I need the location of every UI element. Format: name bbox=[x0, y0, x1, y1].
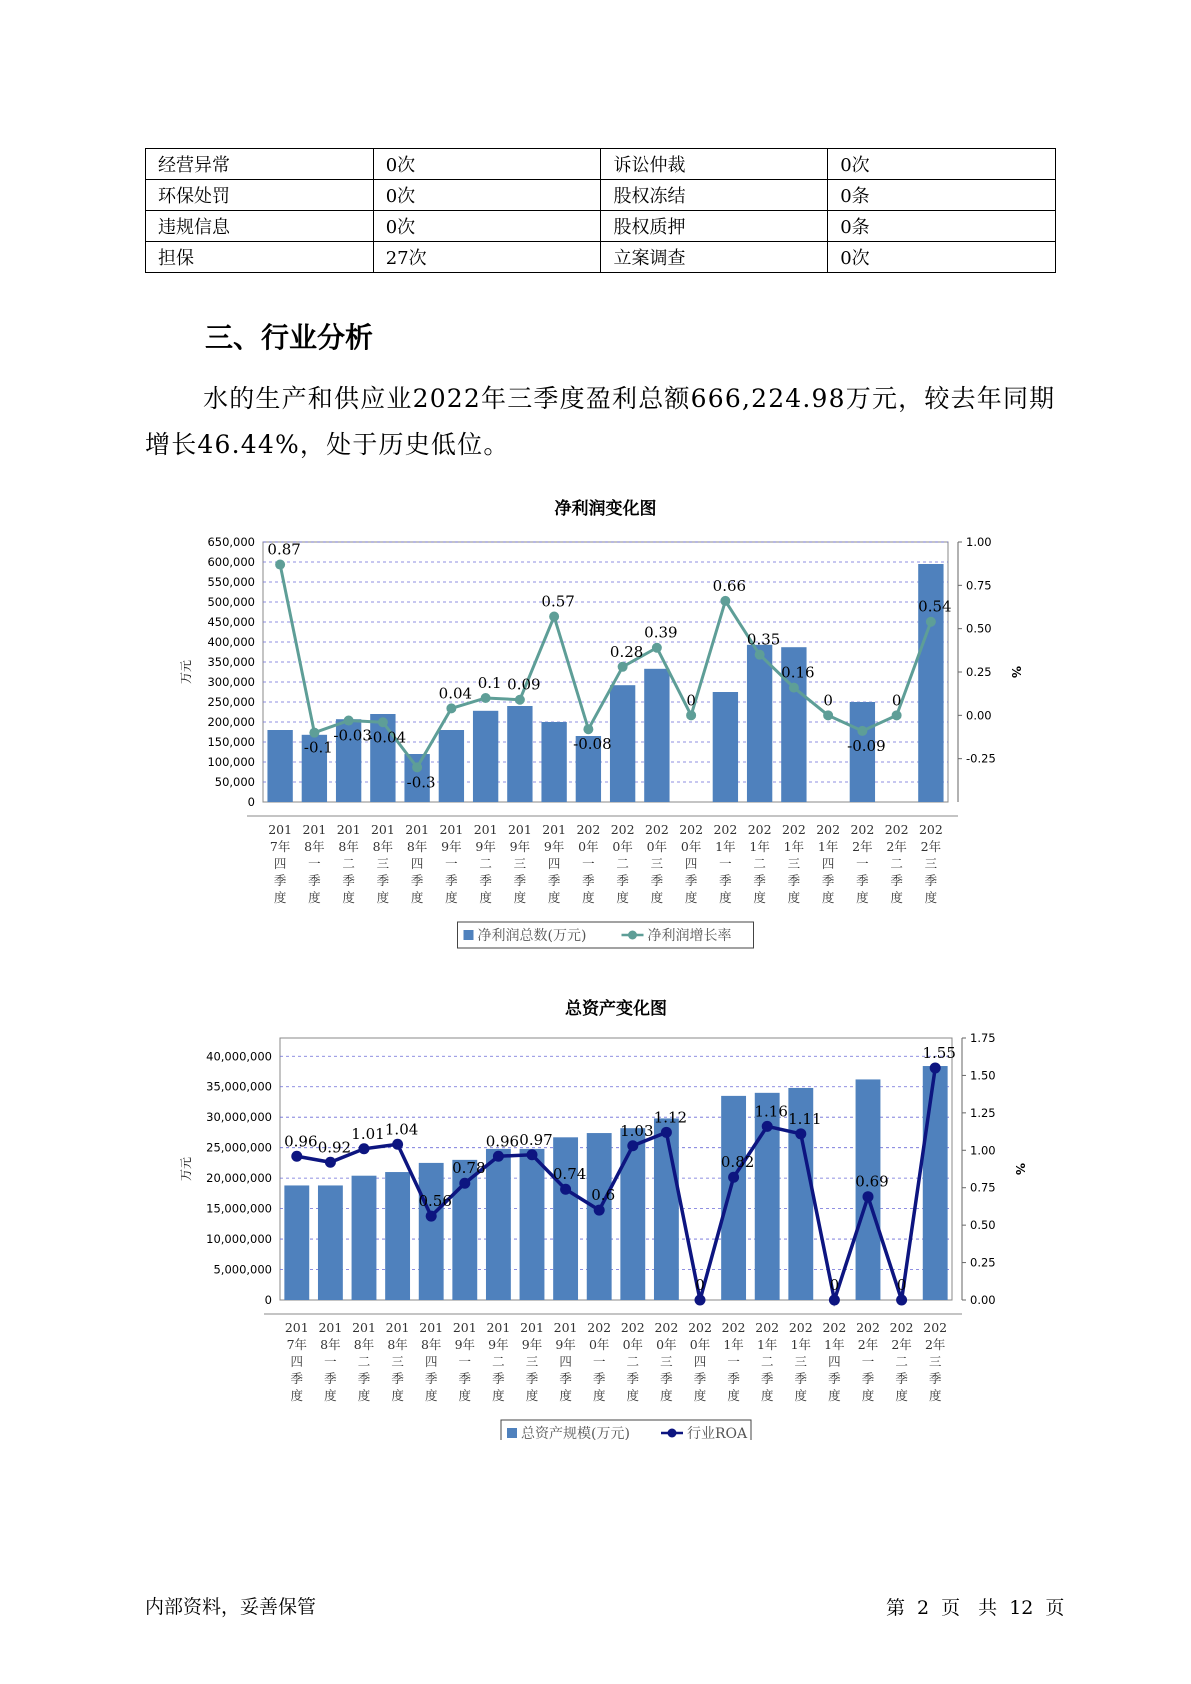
page-number: 2 bbox=[917, 1597, 930, 1619]
line-point bbox=[720, 596, 730, 606]
data-label: -0.1 bbox=[303, 738, 333, 757]
risk-item-value: 0次 bbox=[373, 149, 601, 180]
x-tick-label: 201 7年四季度 bbox=[268, 822, 293, 905]
industry-analysis-paragraph: 水的生产和供应业2022年三季度盈利总额666,224.98万元，较去年同期增长46.44%，处于历史低位。 bbox=[145, 384, 1056, 459]
line-point bbox=[412, 762, 422, 772]
risk-item-value: 0次 bbox=[828, 242, 1056, 273]
data-label: 0 bbox=[896, 1276, 907, 1294]
x-tick-label: 202 1年二季度 bbox=[755, 1320, 780, 1403]
risk-table-row bbox=[146, 180, 1056, 211]
x-tick-label: 202 1年一季度 bbox=[713, 822, 738, 905]
y2-tick-label: 0.75 bbox=[966, 578, 992, 593]
legend-line-label: 净利润增长率 bbox=[647, 928, 732, 944]
bar bbox=[721, 1096, 746, 1300]
data-label: -0.04 bbox=[367, 728, 407, 747]
line-point bbox=[459, 1178, 470, 1189]
x-tick-label: 202 1年四季度 bbox=[822, 1320, 847, 1403]
data-label: -0.08 bbox=[573, 735, 612, 754]
data-label: 1.11 bbox=[788, 1109, 822, 1128]
y-tick-label: 35,000,000 bbox=[206, 1079, 272, 1094]
x-tick-label: 201 9年二季度 bbox=[473, 822, 498, 905]
line-point bbox=[325, 1157, 336, 1168]
y2-tick-label: 0.25 bbox=[970, 1255, 996, 1270]
y2-tick-label: 0.00 bbox=[966, 708, 992, 723]
bar bbox=[610, 685, 635, 802]
line-point bbox=[594, 1205, 605, 1216]
line-point bbox=[789, 683, 799, 693]
bar bbox=[553, 1137, 578, 1300]
y-tick-label: 500,000 bbox=[207, 595, 255, 609]
bar bbox=[587, 1133, 612, 1300]
y2-axis-title: % bbox=[1009, 665, 1023, 679]
data-label: 0.54 bbox=[918, 597, 952, 616]
x-tick-label: 201 9年一季度 bbox=[439, 822, 464, 905]
chart-title: 净利润变化图 bbox=[554, 499, 657, 519]
y-tick-label: 5,000,000 bbox=[213, 1262, 272, 1277]
plot-frame bbox=[280, 1038, 952, 1300]
risk-item-value: 0次 bbox=[373, 180, 601, 211]
data-label: 0.28 bbox=[609, 642, 644, 661]
data-label: 0.57 bbox=[541, 592, 575, 611]
risk-table-row bbox=[146, 242, 1056, 273]
line-point bbox=[481, 693, 491, 703]
x-tick-label: 201 8年二季度 bbox=[336, 822, 361, 905]
data-label: -0.09 bbox=[847, 736, 886, 755]
y-tick-label: 250,000 bbox=[207, 695, 255, 709]
risk-item-label: 经营异常 bbox=[146, 149, 374, 180]
legend-bar-label: 净利润总数(万元) bbox=[477, 928, 587, 944]
line-point bbox=[527, 1149, 538, 1160]
x-tick-label: 201 8年一季度 bbox=[318, 1320, 343, 1403]
risk-item-label: 股权冻结 bbox=[601, 180, 828, 211]
y-tick-label: 550,000 bbox=[207, 575, 255, 589]
net-profit-chart bbox=[0, 490, 1191, 950]
data-label: 0 bbox=[891, 691, 902, 710]
y-axis-title: 万元 bbox=[179, 1156, 193, 1182]
x-tick-label: 202 0年三季度 bbox=[644, 822, 669, 905]
bar bbox=[713, 692, 738, 802]
y-tick-label: 450,000 bbox=[207, 615, 255, 629]
data-label: 0.35 bbox=[746, 630, 781, 649]
y2-axis-title: % bbox=[1013, 1162, 1027, 1176]
y-tick-label: 150,000 bbox=[207, 735, 255, 749]
data-label: 0 bbox=[829, 1276, 840, 1294]
data-label: 1.01 bbox=[351, 1124, 385, 1143]
legend-line-dot bbox=[628, 931, 637, 940]
data-label: 0.87 bbox=[267, 540, 301, 559]
x-tick-label: 201 8年二季度 bbox=[352, 1320, 376, 1403]
line-point bbox=[896, 1295, 907, 1306]
bar bbox=[473, 711, 498, 802]
x-tick-label: 201 9年二季度 bbox=[486, 1320, 511, 1403]
line-point bbox=[686, 710, 696, 720]
y-tick-label: 350,000 bbox=[207, 655, 255, 669]
line-point bbox=[829, 1295, 840, 1306]
x-tick-label: 202 1年三季度 bbox=[788, 1320, 813, 1403]
x-tick-label: 202 1年二季度 bbox=[747, 822, 772, 905]
y-tick-label: 25,000,000 bbox=[206, 1140, 272, 1155]
x-tick-label: 202 0年一季度 bbox=[576, 822, 601, 905]
data-label: 0.96 bbox=[485, 1132, 520, 1151]
bar bbox=[923, 1066, 948, 1300]
data-label: -0.3 bbox=[406, 773, 436, 792]
line-point bbox=[378, 717, 388, 727]
y-tick-label: 50,000 bbox=[214, 775, 255, 789]
x-tick-label: 202 2年二季度 bbox=[889, 1320, 914, 1403]
x-tick-label: 201 9年三季度 bbox=[507, 822, 532, 905]
line-point bbox=[627, 1140, 638, 1151]
x-tick-label: 201 8年三季度 bbox=[370, 822, 395, 905]
legend-bar-swatch bbox=[507, 1428, 517, 1438]
y2-tick-label: 0.50 bbox=[970, 1218, 996, 1233]
risk-item-value: 27次 bbox=[373, 242, 601, 273]
data-label: 1.16 bbox=[754, 1102, 788, 1121]
x-tick-label: 202 0年四季度 bbox=[688, 1320, 712, 1403]
bar bbox=[507, 706, 532, 802]
y-tick-label: 0 bbox=[264, 1293, 272, 1307]
risk-item-label: 环保处罚 bbox=[146, 180, 374, 211]
y-tick-label: 0 bbox=[247, 795, 255, 809]
total-prefix: 共 bbox=[978, 1597, 998, 1619]
data-label: 0.56 bbox=[418, 1192, 452, 1211]
x-tick-label: 202 2年三季度 bbox=[918, 822, 943, 905]
y-tick-label: 650,000 bbox=[207, 535, 255, 549]
x-tick-label: 201 8年三季度 bbox=[385, 1320, 410, 1403]
y-tick-label: 15,000,000 bbox=[206, 1201, 272, 1216]
data-label: 0.6 bbox=[591, 1186, 616, 1205]
bar bbox=[439, 730, 464, 802]
data-label: 0.69 bbox=[855, 1172, 889, 1191]
line-point bbox=[661, 1127, 672, 1138]
y-tick-label: 100,000 bbox=[207, 755, 255, 769]
x-tick-label: 201 8年四季度 bbox=[419, 1320, 444, 1403]
data-label: 0 bbox=[695, 1276, 705, 1294]
plot-frame bbox=[263, 542, 948, 802]
data-label: 0 bbox=[823, 691, 833, 710]
y2-tick-label: 1.50 bbox=[970, 1068, 996, 1083]
x-tick-label: 202 2年二季度 bbox=[884, 822, 909, 905]
data-label: 1.55 bbox=[922, 1043, 956, 1062]
y2-tick-label: 1.00 bbox=[970, 1143, 996, 1158]
line-point bbox=[493, 1151, 504, 1162]
line-point bbox=[755, 650, 765, 660]
line-point bbox=[392, 1139, 403, 1150]
data-label: 0.96 bbox=[284, 1132, 318, 1151]
page-prefix: 第 bbox=[886, 1597, 906, 1619]
x-tick-label: 201 9年四季度 bbox=[553, 1320, 578, 1403]
data-label: 0 bbox=[686, 691, 696, 710]
line-point bbox=[549, 612, 559, 622]
section-title: 三、行业分析 bbox=[205, 321, 374, 354]
y2-tick-label: 1.25 bbox=[970, 1105, 996, 1120]
data-label: 1.04 bbox=[384, 1120, 419, 1139]
x-tick-label: 201 9年四季度 bbox=[542, 822, 567, 905]
data-label: 0.97 bbox=[519, 1130, 553, 1149]
y2-tick-label: 0.25 bbox=[966, 665, 992, 679]
data-label: 0.09 bbox=[507, 675, 541, 694]
data-label: 0.1 bbox=[477, 674, 502, 692]
data-label: 0.78 bbox=[452, 1159, 486, 1178]
y-tick-label: 40,000,000 bbox=[206, 1049, 272, 1064]
line-point bbox=[426, 1211, 437, 1222]
risk-item-value: 0次 bbox=[828, 149, 1056, 180]
bar bbox=[747, 645, 772, 802]
bar bbox=[644, 669, 669, 802]
bar bbox=[541, 722, 566, 802]
line-point bbox=[309, 728, 319, 738]
y2-tick-label: 1.00 bbox=[966, 535, 992, 549]
y-axis-title: 万元 bbox=[179, 659, 193, 685]
total-number: 12 bbox=[1009, 1597, 1034, 1619]
bar bbox=[385, 1172, 410, 1300]
page-suffix: 页 bbox=[941, 1597, 961, 1619]
y-tick-label: 10,000,000 bbox=[206, 1232, 272, 1247]
y-tick-label: 200,000 bbox=[207, 715, 255, 729]
line-point bbox=[695, 1295, 706, 1306]
line-point bbox=[291, 1151, 302, 1162]
line-point bbox=[515, 695, 525, 705]
data-label: 0.04 bbox=[438, 684, 473, 703]
bar bbox=[654, 1118, 679, 1300]
y2-tick-label: 0.75 bbox=[970, 1180, 996, 1195]
chart-title: 总资产变化图 bbox=[565, 999, 667, 1019]
footer-page-info bbox=[886, 1593, 1076, 1620]
x-tick-label: 201 8年四季度 bbox=[405, 822, 430, 905]
y2-tick-label: 0.50 bbox=[966, 621, 992, 636]
risk-item-label: 立案调查 bbox=[601, 242, 828, 273]
x-tick-label: 202 2年一季度 bbox=[850, 822, 875, 905]
line-point bbox=[863, 1191, 874, 1202]
risk-item-label: 诉讼仲裁 bbox=[601, 149, 828, 180]
y2-tick-label: -0.25 bbox=[966, 751, 996, 766]
legend-line-dot bbox=[668, 1429, 677, 1438]
total-assets-chart bbox=[0, 990, 1191, 1440]
line-point bbox=[618, 662, 628, 672]
x-tick-label: 202 2年一季度 bbox=[856, 1320, 880, 1403]
legend-line-label: 行业ROA bbox=[687, 1426, 748, 1440]
risk-item-value: 0条 bbox=[828, 211, 1056, 242]
line-point bbox=[652, 643, 662, 653]
data-label: 0.74 bbox=[552, 1165, 587, 1184]
line-point bbox=[930, 1062, 941, 1073]
x-tick-label: 202 0年三季度 bbox=[654, 1320, 679, 1403]
y2-tick-label: 1.75 bbox=[970, 1031, 996, 1045]
x-tick-label: 202 1年四季度 bbox=[816, 822, 841, 905]
line-point bbox=[446, 703, 456, 713]
x-tick-label: 202 0年二季度 bbox=[610, 822, 635, 905]
x-tick-label: 202 1年三季度 bbox=[781, 822, 806, 905]
y-tick-label: 300,000 bbox=[207, 675, 255, 689]
risk-item-label: 担保 bbox=[146, 242, 374, 273]
x-tick-label: 201 9年三季度 bbox=[520, 1320, 544, 1403]
bar bbox=[486, 1149, 511, 1300]
data-label: 0.92 bbox=[317, 1138, 352, 1157]
line-point bbox=[583, 724, 593, 734]
x-tick-label: 202 0年二季度 bbox=[620, 1320, 645, 1403]
x-tick-label: 201 8年一季度 bbox=[302, 822, 327, 905]
line-point bbox=[560, 1184, 571, 1195]
line-point bbox=[359, 1143, 370, 1154]
legend-bar-swatch bbox=[464, 930, 474, 940]
risk-item-value: 0次 bbox=[373, 211, 601, 242]
bar bbox=[318, 1185, 343, 1300]
bar bbox=[520, 1149, 545, 1300]
x-tick-label: 202 1年一季度 bbox=[721, 1320, 746, 1403]
x-tick-label: 202 2年三季度 bbox=[923, 1320, 948, 1403]
risk-item-label: 违规信息 bbox=[146, 211, 374, 242]
y2-tick-label: 0.00 bbox=[970, 1293, 996, 1307]
data-label: 1.12 bbox=[653, 1108, 688, 1127]
x-tick-label: 201 9年一季度 bbox=[452, 1320, 477, 1403]
x-tick-label: 202 0年一季度 bbox=[587, 1320, 612, 1403]
data-label: 0.66 bbox=[712, 576, 747, 595]
risk-table-row bbox=[146, 211, 1056, 242]
data-label: -0.03 bbox=[333, 726, 372, 745]
risk-item-value: 0条 bbox=[828, 180, 1056, 211]
data-label: 1.03 bbox=[620, 1121, 654, 1140]
line-point bbox=[823, 710, 833, 720]
data-label: 0.82 bbox=[720, 1153, 755, 1172]
data-label: 0.39 bbox=[644, 623, 678, 642]
footer-confidential-note: 内部资料，妥善保管 bbox=[145, 1596, 317, 1618]
line-point bbox=[795, 1128, 806, 1139]
line-point bbox=[275, 560, 285, 570]
total-suffix: 页 bbox=[1045, 1597, 1065, 1619]
line-point bbox=[728, 1172, 739, 1183]
risk-info-table bbox=[145, 148, 1056, 273]
data-label: 0.16 bbox=[781, 663, 815, 682]
y-tick-label: 20,000,000 bbox=[206, 1171, 272, 1186]
bar bbox=[419, 1163, 444, 1300]
y-tick-label: 400,000 bbox=[207, 635, 255, 649]
line-point bbox=[762, 1121, 773, 1132]
line-point bbox=[344, 716, 354, 726]
bar bbox=[267, 730, 292, 802]
x-tick-label: 202 0年四季度 bbox=[679, 822, 704, 905]
x-tick-label: 201 7年四季度 bbox=[284, 1320, 309, 1403]
bar bbox=[284, 1185, 309, 1300]
risk-table-row bbox=[146, 149, 1056, 180]
y-tick-label: 600,000 bbox=[207, 555, 255, 569]
y-tick-label: 30,000,000 bbox=[206, 1110, 272, 1125]
bar bbox=[352, 1176, 377, 1300]
line-point bbox=[926, 617, 936, 627]
risk-item-label: 股权质押 bbox=[601, 211, 828, 242]
line-point bbox=[892, 710, 902, 720]
bar bbox=[620, 1128, 645, 1300]
legend-bar-label: 总资产规模(万元) bbox=[521, 1426, 630, 1440]
line-point bbox=[857, 726, 867, 736]
